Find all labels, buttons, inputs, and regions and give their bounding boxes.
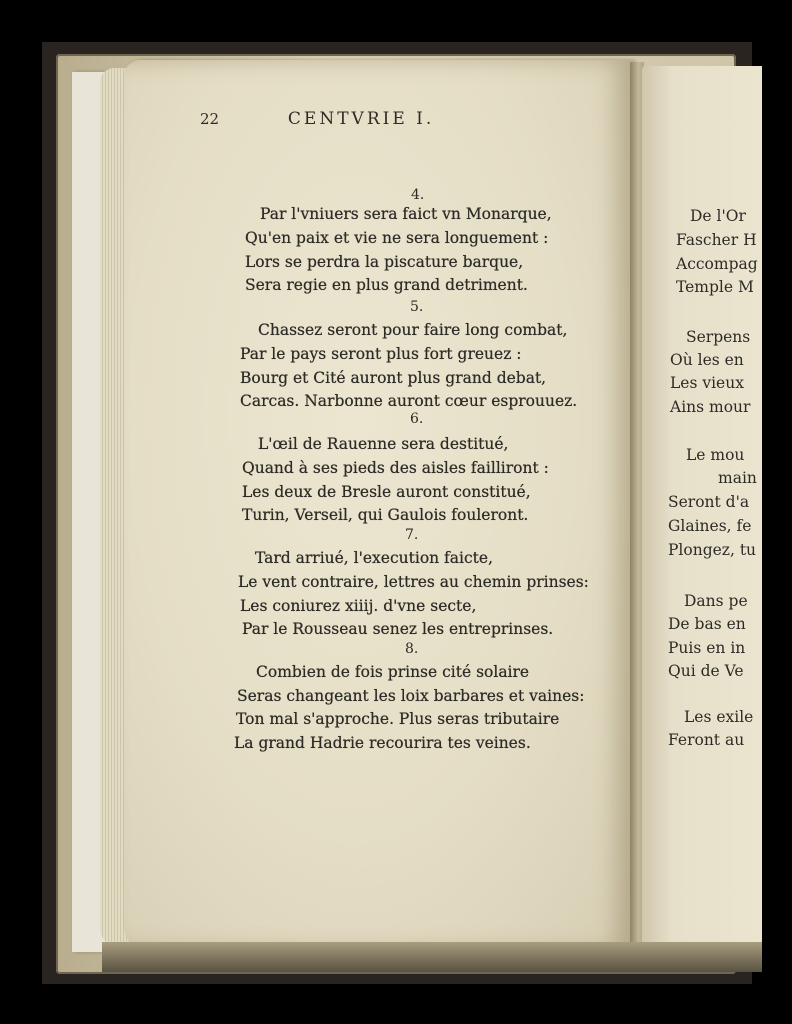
right-verse-fragment: De bas en xyxy=(668,615,746,633)
verse-line: Seras changeant les loix barbares et vaines: xyxy=(237,687,585,705)
right-verse-fragment: Les vieux xyxy=(670,374,744,392)
page-number: 22 xyxy=(200,110,220,128)
right-verse-fragment: Serpens xyxy=(686,328,751,346)
verse-line: L'œil de Rauenne sera destitué, xyxy=(258,435,509,453)
right-verse-fragment: Fascher H xyxy=(676,231,757,249)
right-verse-fragment: main xyxy=(718,469,757,487)
quatrain-number: 4. xyxy=(411,187,425,203)
right-verse-fragment: Seront d'a xyxy=(668,493,750,511)
right-verse-fragment: Ains mour xyxy=(670,398,751,416)
running-header xyxy=(200,109,490,129)
verse-line: Combien de fois prinse cité solaire xyxy=(256,663,530,681)
verse-line: Les coniurez xiiij. d'vne secte, xyxy=(240,597,477,615)
right-verse-fragment: Plongez, tu xyxy=(668,541,757,559)
quatrain-number: 5. xyxy=(410,299,424,315)
right-verse-fragment: Les exile xyxy=(684,708,754,726)
verse-line: Les deux de Bresle auront constitué, xyxy=(242,483,531,501)
verse-line: Lors se perdra la piscature barque, xyxy=(245,253,524,271)
right-verse-fragment: Feront au xyxy=(668,731,745,749)
verse-line: Quand à ses pieds des aisles failliront : xyxy=(242,459,549,477)
verse-line: Carcas. Narbonne auront cœur esprouuez. xyxy=(240,392,578,410)
verse-line: Le vent contraire, lettres au chemin prinses: xyxy=(238,573,589,591)
verse-line: Par le Rousseau senez les entreprinses. xyxy=(242,620,554,638)
quatrain-number: 8. xyxy=(405,641,419,657)
right-verse-fragment: Où les en xyxy=(670,351,744,369)
verse-line: Chassez seront pour faire long combat, xyxy=(258,321,568,339)
verse-line: Tard arriué, l'execution faicte, xyxy=(255,549,494,567)
verse-line: Ton mal s'approche. Plus seras tributaire xyxy=(236,710,560,728)
verse-line: Turin, Verseil, qui Gaulois fouleront. xyxy=(242,506,529,524)
right-page-text xyxy=(600,24,758,908)
right-verse-fragment: Accompag xyxy=(676,255,758,273)
quatrain-number: 6. xyxy=(410,411,424,427)
right-verse-fragment: Le mou xyxy=(686,446,745,464)
verse-line: La grand Hadrie recourira tes veines. xyxy=(234,734,531,752)
right-verse-fragment: Puis en in xyxy=(668,639,746,657)
right-verse-fragment: Qui de Ve xyxy=(668,662,744,680)
verse-line: Qu'en paix et vie ne sera longuement : xyxy=(245,229,549,247)
verse-line: Par l'vniuers sera faict vn Monarque, xyxy=(260,205,552,223)
verse-line: Par le pays seront plus fort greuez : xyxy=(240,345,522,363)
right-verse-fragment: Glaines, fe xyxy=(668,517,752,535)
bottom-shadow xyxy=(102,942,762,972)
right-verse-fragment: Dans pe xyxy=(684,592,748,610)
quatrain-number: 7. xyxy=(405,527,419,543)
verse-line: Sera regie en plus grand detriment. xyxy=(245,276,528,294)
right-verse-fragment: De l'Or xyxy=(690,207,746,225)
right-verse-fragment: Temple M xyxy=(676,278,754,296)
verse-line: Bourg et Cité auront plus grand debat, xyxy=(240,369,547,387)
running-title: CENTVRIE I. xyxy=(287,109,435,129)
